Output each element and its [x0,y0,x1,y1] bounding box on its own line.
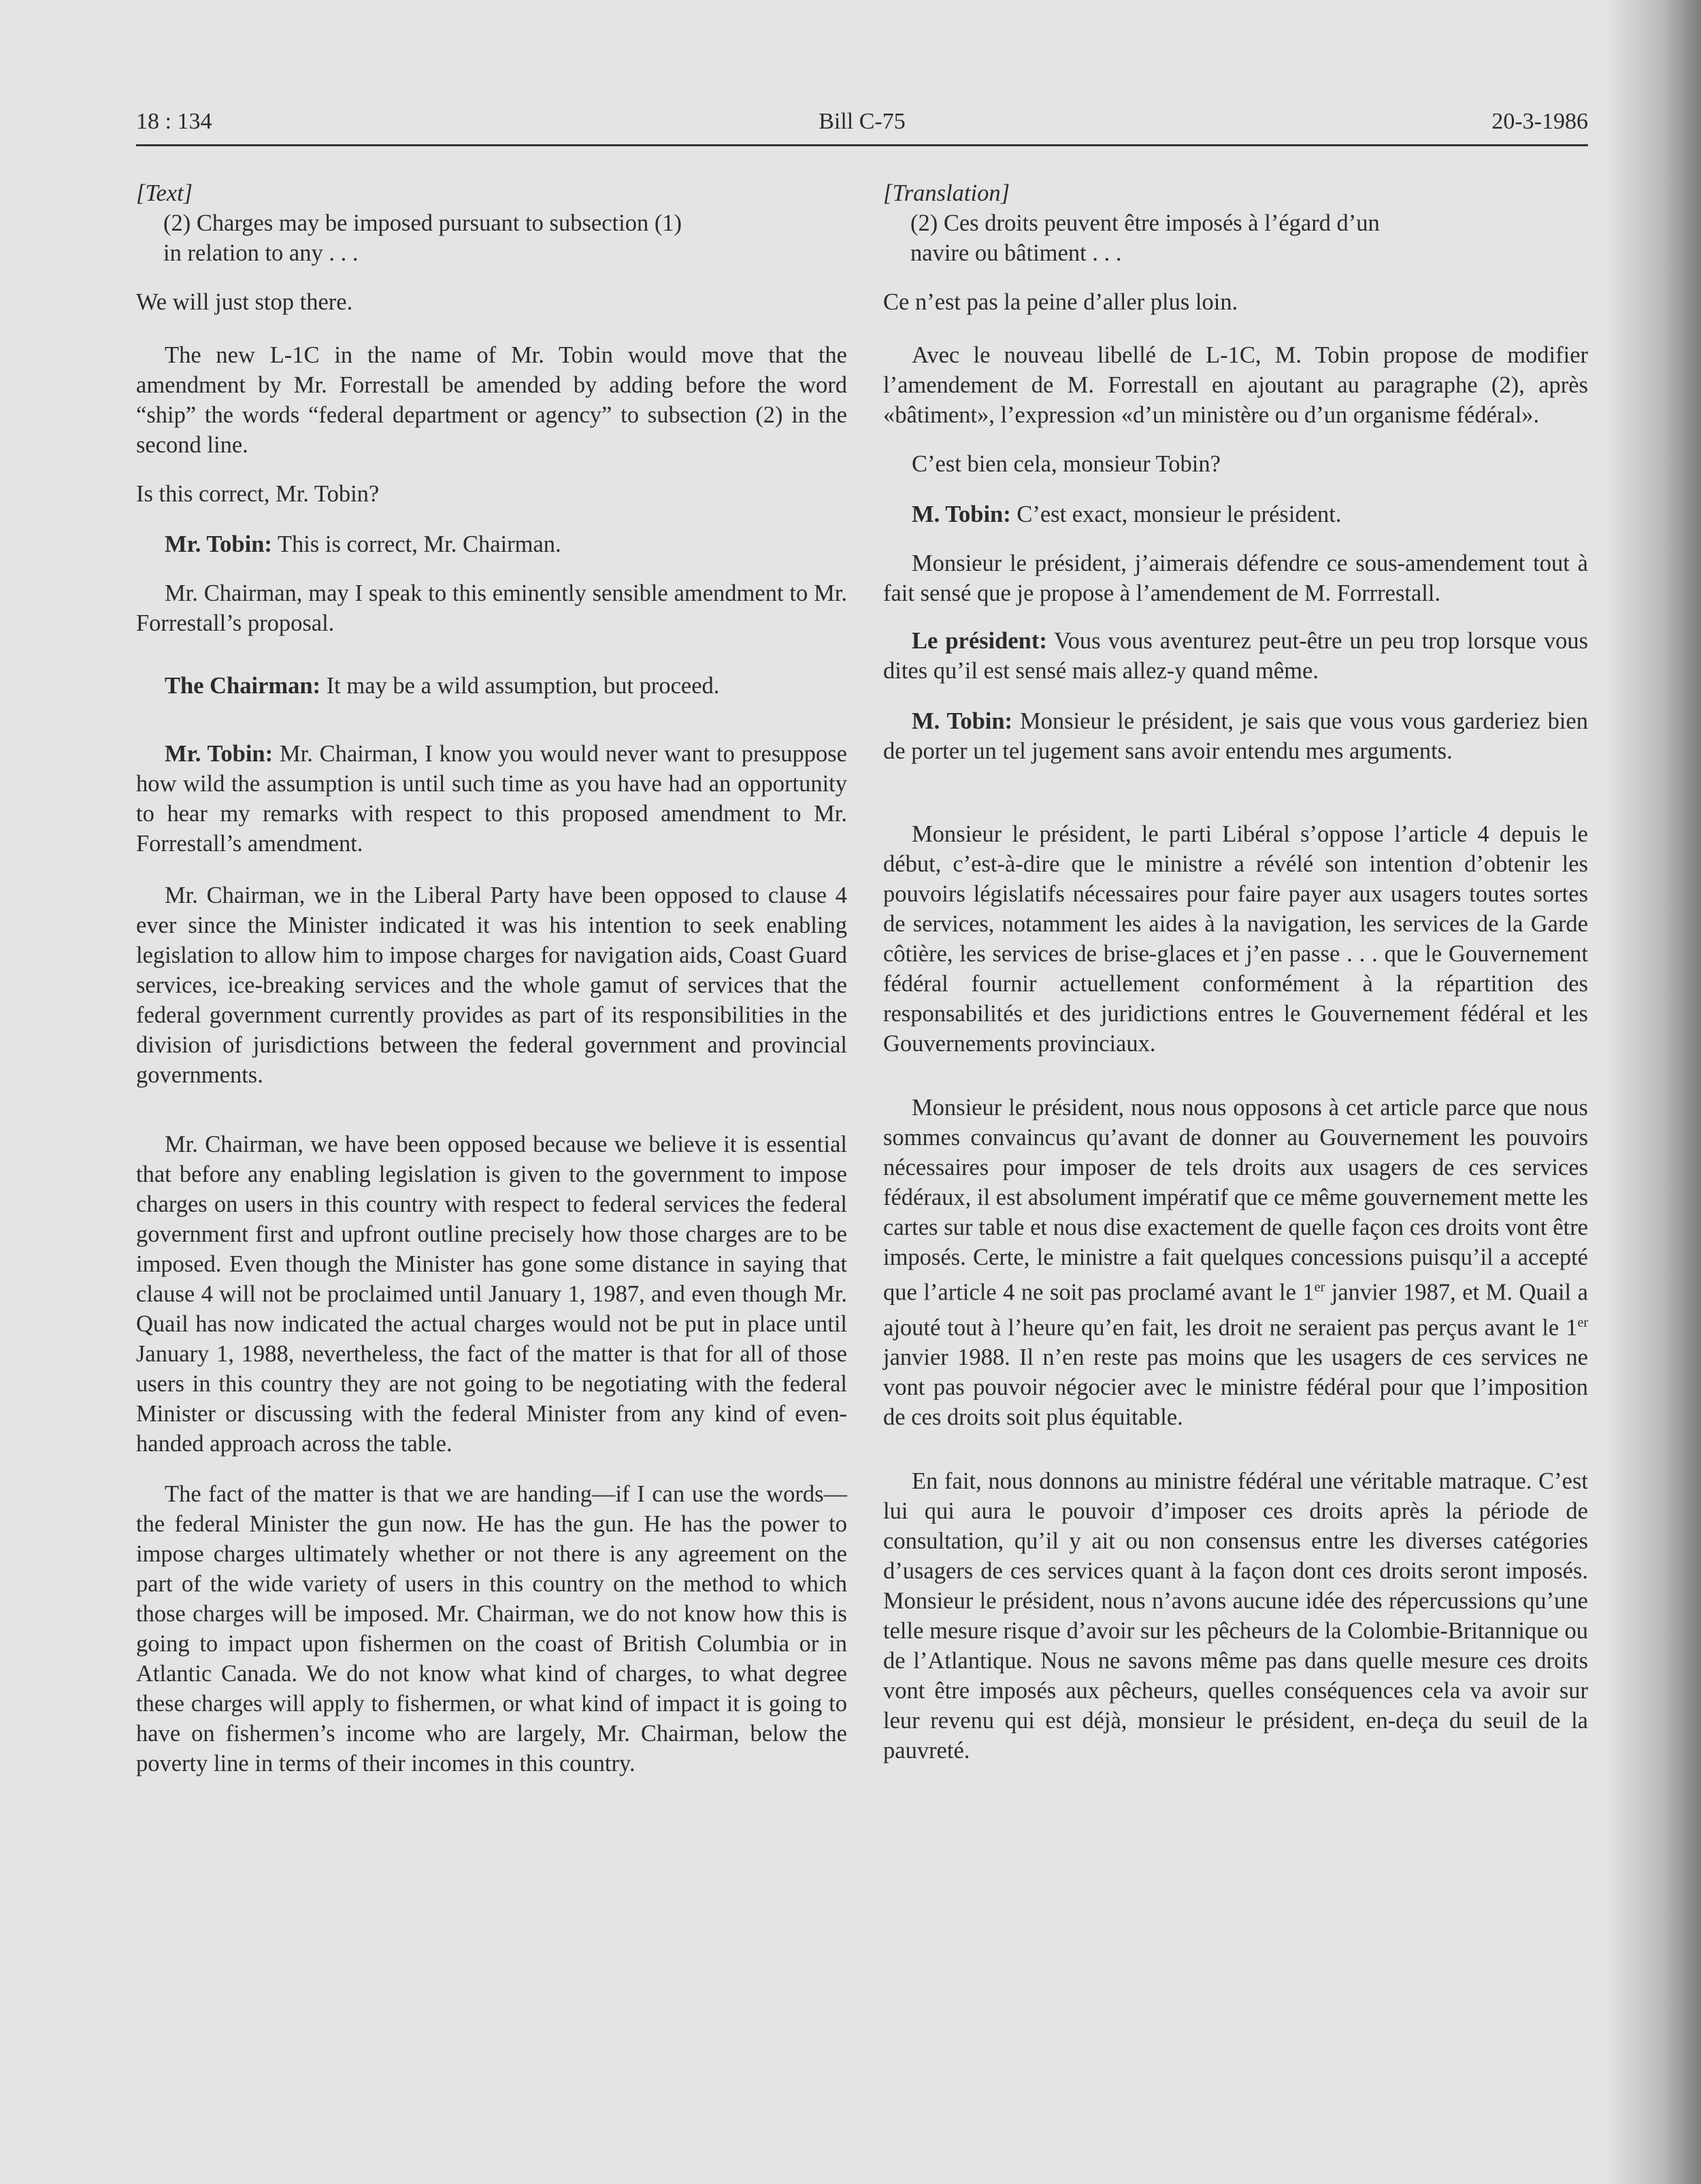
paragraph: Monsieur le président, le parti Libéral s’oppose l’article 4 depuis le début, c’est-à-dire que le ministre a révélé son intention d’obtenir les pouvoirs législatifs nécessaires pour faire payer aux usagers toutes sortes de services, notamment les aides à la navigation, les services de la Garde côtière, les services de brise-glaces et j’en passe . . . que le Gouvernement fédéral fournir actuellement conformément à la répartition des responsabilités et des juridictions entres le Gouvernement fédéral et les Gouvernements provinciaux. [883,821,1588,1057]
paragraph: Le président: Vous vous aventurez peut-être un peu trop lorsque vous dites qu’il est sensé mais allez-y quand même. [883,628,1588,684]
paragraph: En fait, nous donnons au ministre fédéral une véritable matraque. C’est lui qui aura le pouvoir d’imposer ces droits après la période de consultation, qu’il y ait ou non consensus entre les diverses catégories d’usagers de ces services quant à la façon dont ces droits seront imposés. Monsieur le président, nous n’avons aucune idée des répercussions qu’une telle mesure risque d’avoir sur les pêcheurs de la Colombie-Britannique ou de l’Atlantique. Nous ne savons même pas dans quelle mesure ces droits vont être imposés aux pêcheurs, quelles conséquences cela va avoir sur leur revenu qui est déjà, monsieur le président, en-deça du seuil de la pauvreté. [883,1468,1588,1764]
page-header [136,109,1588,143]
paragraph: Mr. Tobin: This is correct, Mr. Chairman. [165,531,561,557]
english-column [136,178,847,1798]
paragraph: The fact of the matter is that we are handing—if I can use the words—the federal Minister the gun now. He has the gun. He has the power to impose charges ultimately whether or not there is any agreement on the part of the wide variety of users in this country on the method to which those charges will be imposed. Mr. Chairman, we do not know how this is going to impact upon fishermen on the coast of British Columbia or in Atlantic Canada. We do not know what kind of charges, to what degree these charges will apply to fishermen, or what kind of impact it is going to have on fishermen’s income who are largely, Mr. Chairman, below the poverty line in terms of their incomes in this country. [136,1481,847,1776]
paragraph: The Chairman: It may be a wild assumption, but proceed. [165,673,720,699]
paragraph: Mr. Chairman, we have been opposed because we believe it is essential that before any enabling legislation is given to the government to impose charges on users in this country with respect to federal services the federal government first and upfront outline precisely how those charges are to be imposed. Even though the Minister has gone some distance in saying that clause 4 will not be proclaimed until January 1, 1987, and even though Mr. Quail has now indicated the actual charges would not be put in place until January 1, 1988, nevertheless, the fact of the matter is that for all of those users in this country they are not going to be negotiating with the federal Minister or discussing with the federal Minister from any kind of even-handed approach across the table. [136,1131,847,1457]
speaker: M. Tobin: [912,501,1011,527]
page-date: 20-3-1986 [1491,109,1588,134]
quoted-subsection: (2) Ces droits peuvent être imposés à l’égard d’un navire ou bâtiment . . . [910,210,1380,266]
paragraph: C’est bien cela, monsieur Tobin? [912,451,1221,477]
paragraph: Ce n’est pas la peine d’aller plus loin. [883,289,1238,315]
paragraph: M. Tobin: Monsieur le président, je sais que vous vous garderiez bien de porter un tel jugement sans avoir entendu mes arguments. [883,708,1588,764]
paragraph: Mr. Tobin: Mr. Chairman, I know you would never want to presuppose how wild the assumption is until such time as you have had an opportunity to hear my remarks with respect to this proposed amendment to Mr. Forrestall’s amendment. [136,741,847,857]
speaker: Le président: [912,628,1047,654]
paragraph: M. Tobin: C’est exact, monsieur le président. [912,501,1342,527]
french-column [883,178,1588,1785]
paragraph: We will just stop there. [136,289,353,315]
section-heading: [Translation] [883,180,1010,206]
speaker: Mr. Tobin: [165,531,272,557]
speaker: M. Tobin: [912,708,1013,734]
speaker: Mr. Tobin: [165,741,274,767]
page-edge-shadow [1606,0,1701,2184]
paragraph: Mr. Chairman, we in the Liberal Party have been opposed to clause 4 ever since the Minister indicated it was his intention to seek enabling legislation to allow him to impose charges for navigation aids, Coast Guard services, ice-breaking services and the whole gamut of services that the federal government currently provides as part of its responsibilities in the division of jurisdictions between the federal government and provincial governments. [136,882,847,1088]
page-number: 18 : 134 [136,109,212,134]
paragraph: Mr. Chairman, may I speak to this eminently sensible amendment to Mr. Forrestall’s proposal. [136,580,847,636]
paragraph: Monsieur le président, nous nous opposons à cet article parce que nous sommes convaincus qu’avant de donner au Gouvernement les pouvoirs nécessaires pour imposer de tels droits aux usagers de ces services fédéraux, il est absolument impératif que ce même gouvernement mette les cartes sur table et nous dise exactement de quelle façon ces droits vont être imposés. Certe, le ministre a fait quelques concessions puisqu’il a accepté que l’article 4 ne soit pas proclamé avant le 1er janvier 1987, et M. Quail a ajouté tout à l’heure qu’en fait, les droit ne seraient pas perçus avant le 1er janvier 1988. Il n’en reste pas moins que les usagers de ces services ne vont pas pouvoir négocier avec le ministre fédéral pour que l’imposition de ces droits soit plus équitable. [883,1095,1588,1430]
header-rule [136,144,1588,146]
paragraph: The new L-1C in the name of Mr. Tobin would move that the amendment by Mr. Forrestall be amended by adding before the word “ship” the words “federal department or agency” to subsection (2) in the second line. [136,342,847,458]
speaker: The Chairman: [165,673,321,699]
quoted-subsection: (2) Charges may be imposed pursuant to subsection (1) in relation to any . . . [163,210,682,266]
paragraph: Is this correct, Mr. Tobin? [136,481,380,507]
paragraph: Monsieur le président, j’aimerais défendre ce sous-amendement tout à fait sensé que je propose à l’amendement de M. Forrrestall. [883,550,1588,606]
bill-title: Bill C-75 [819,109,906,134]
section-heading: [Text] [136,180,193,206]
paragraph: Avec le nouveau libellé de L-1C, M. Tobin propose de modifier l’amendement de M. Forrestall en ajoutant au paragraphe (2), après «bâtiment», l’expression «d’un ministère ou d’un organisme fédéral». [883,342,1588,428]
